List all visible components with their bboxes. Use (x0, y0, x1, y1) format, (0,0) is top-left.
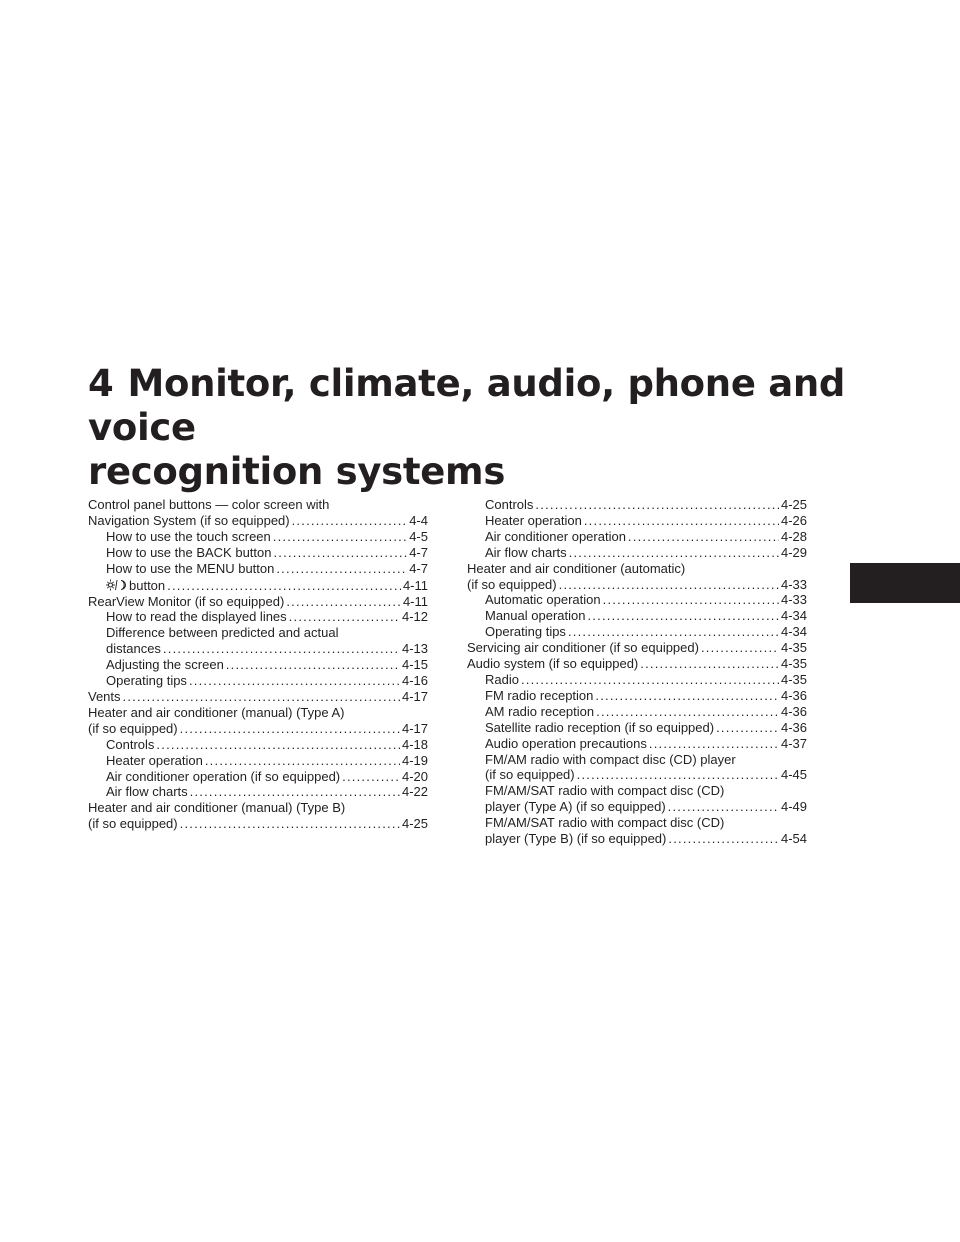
toc-entry[interactable] (467, 720, 807, 736)
toc-entry[interactable] (467, 831, 807, 847)
toc-left-column (88, 497, 428, 832)
toc-entry[interactable] (467, 656, 807, 672)
toc-entry-text: Heater operation (106, 752, 203, 768)
toc-entry-page: 4-36 (780, 719, 807, 735)
toc-entry-text: Automatic operation (485, 592, 601, 608)
chapter-title-line2: recognition systems (88, 450, 506, 493)
toc-entry[interactable] (88, 594, 428, 610)
toc-entry-text: (if so equipped) (467, 576, 557, 592)
toc-entry-text: How to read the displayed lines (106, 609, 287, 625)
toc-entry-page: 4-33 (780, 576, 807, 592)
toc-entry-page: 4-16 (401, 673, 428, 689)
toc-entry-text: button (129, 577, 166, 593)
toc-entry-line: FM/AM/SAT radio with compact disc (CD) (485, 815, 725, 831)
toc-entry-text: player (Type B) (if so equipped) (485, 831, 667, 847)
toc-entry[interactable] (88, 609, 428, 625)
toc-entry[interactable] (467, 799, 807, 815)
toc-entry-page: 4-49 (780, 799, 807, 815)
toc-entry[interactable] (88, 816, 428, 832)
sun-moon-icon (106, 579, 127, 591)
toc-entry-page: 4-15 (401, 657, 428, 673)
toc-entry-page: 4-7 (409, 544, 428, 560)
toc-entry-text: RearView Monitor (if so equipped) (88, 593, 285, 609)
toc-entry-text: Air conditioner operation (485, 528, 626, 544)
toc-entry-page: 4-35 (780, 656, 807, 672)
toc-entry-text: How to use the touch screen (106, 528, 271, 544)
toc-entry-page: 4-45 (780, 767, 807, 783)
toc-entry-text: Heater operation (485, 512, 582, 528)
toc-entry-page: 4-12 (401, 609, 428, 625)
toc-entry-page: 4-36 (780, 687, 807, 703)
toc-entry[interactable] (88, 657, 428, 673)
toc-entry-text: Manual operation (485, 608, 586, 624)
toc-entry-line: Control panel buttons — color screen with (88, 497, 330, 512)
toc-entry-page: 4-17 (401, 720, 428, 736)
toc-entry-text: Servicing air conditioner (if so equipped) (467, 640, 699, 656)
toc-entry-page: 4-25 (401, 816, 428, 832)
toc-entry-text: Vents (88, 688, 121, 704)
toc-entry-page: 4-33 (780, 592, 807, 608)
toc-entry-text: (if so equipped) (485, 767, 575, 783)
toc-entry[interactable] (467, 736, 807, 752)
toc-entry[interactable] (88, 545, 428, 561)
toc-entry[interactable] (88, 561, 428, 577)
toc-entry-line: FM/AM radio with compact disc (CD) player (485, 751, 736, 767)
toc-entry[interactable] (88, 577, 428, 594)
toc-entry-text: Navigation System (if so equipped) (88, 512, 290, 528)
toc-entry-page: 4-5 (409, 528, 428, 544)
toc-right-column (467, 497, 807, 847)
toc-entry[interactable] (467, 529, 807, 545)
toc-entry-page: 4-34 (780, 624, 807, 640)
toc-entry[interactable] (467, 688, 807, 704)
toc-entry-page: 4-29 (780, 544, 807, 560)
toc-entry[interactable] (467, 497, 807, 513)
toc-entry[interactable] (467, 672, 807, 688)
toc-entry[interactable] (88, 689, 428, 705)
toc-entry[interactable] (88, 737, 428, 753)
toc-entry[interactable] (88, 673, 428, 689)
chapter-title (88, 362, 868, 494)
toc-entry-text: Air conditioner operation (if so equipped) (106, 768, 341, 784)
toc-entry-page: 4-54 (780, 831, 807, 847)
toc-entry-page: 4-25 (780, 497, 807, 512)
toc-entry[interactable] (467, 767, 807, 783)
toc-entry-text: Audio operation precautions (485, 735, 647, 751)
toc-entry[interactable] (88, 721, 428, 737)
toc-entry-page: 4-4 (409, 512, 428, 528)
toc-entry-page: 4-13 (401, 641, 428, 657)
toc-entry[interactable] (467, 592, 807, 608)
toc-entry-text: Audio system (if so equipped) (467, 656, 639, 672)
toc-entry-line: Heater and air conditioner (manual) (Type B) (88, 800, 346, 816)
toc-entry-text: (if so equipped) (88, 720, 178, 736)
toc-entry-text: (if so equipped) (88, 816, 178, 832)
toc-entry-text: Controls (485, 497, 534, 512)
toc-entry-text: How to use the MENU button (106, 560, 275, 576)
toc-entry-page: 4-35 (780, 671, 807, 687)
toc-entry-page: 4-26 (780, 512, 807, 528)
toc-entry-page: 4-34 (780, 608, 807, 624)
toc-entry-page: 4-11 (402, 577, 428, 593)
toc-entry-page: 4-37 (780, 735, 807, 751)
toc-entry-text: player (Type A) (if so equipped) (485, 799, 666, 815)
toc-entry-text: Satellite radio reception (if so equipped) (485, 719, 715, 735)
toc-entry-text: Operating tips (106, 673, 187, 689)
toc-entry-text: FM radio reception (485, 687, 594, 703)
toc-entry-page: 4-22 (401, 784, 428, 800)
toc-entry-page: 4-7 (409, 560, 428, 576)
toc-entry-text: distances (106, 641, 161, 657)
toc-entry-line: Difference between predicted and actual (106, 625, 339, 641)
chapter-number: 4 (88, 362, 114, 405)
toc-entry[interactable] (88, 529, 428, 545)
toc-entry-page: 4-19 (401, 752, 428, 768)
toc-entry[interactable] (88, 769, 428, 785)
toc-entry-text: Radio (485, 671, 519, 687)
toc-entry-page: 4-18 (401, 736, 428, 752)
toc-entry-text: How to use the BACK button (106, 544, 272, 560)
toc-entry[interactable] (467, 608, 807, 624)
toc-entry-text: Air flow charts (106, 784, 188, 800)
toc-entry[interactable] (467, 640, 807, 656)
toc-entry-line: Heater and air conditioner (manual) (Type A) (88, 704, 345, 720)
toc-entry-line: Heater and air conditioner (automatic) (467, 560, 686, 576)
toc-entry[interactable] (88, 513, 428, 529)
toc-entry-page: 4-36 (780, 703, 807, 719)
toc-entry[interactable] (467, 704, 807, 720)
chapter-tab-marker (850, 563, 960, 603)
toc-entry[interactable] (467, 577, 807, 593)
toc-entry-page: 4-11 (402, 593, 428, 609)
toc-entry-text: Air flow charts (485, 544, 567, 560)
toc-entry-line: FM/AM/SAT radio with compact disc (CD) (485, 783, 725, 799)
toc-entry-text: Operating tips (485, 624, 566, 640)
toc-entry-page: 4-28 (780, 528, 807, 544)
toc-entry[interactable] (88, 784, 428, 800)
toc-entry-page: 4-35 (780, 640, 807, 656)
toc-entry-page: 4-17 (401, 688, 428, 704)
toc-entry-text: Controls (106, 736, 155, 752)
toc-entry[interactable] (467, 545, 807, 561)
toc-entry[interactable] (467, 624, 807, 640)
toc-entry-text: AM radio reception (485, 703, 595, 719)
toc-entry[interactable] (88, 641, 428, 657)
toc-entry[interactable] (467, 513, 807, 529)
toc-entry[interactable] (88, 753, 428, 769)
toc-entry-text: Adjusting the screen (106, 657, 224, 673)
toc-entry-page: 4-20 (401, 768, 428, 784)
chapter-title-line1: Monitor, climate, audio, phone and voice (88, 362, 846, 449)
